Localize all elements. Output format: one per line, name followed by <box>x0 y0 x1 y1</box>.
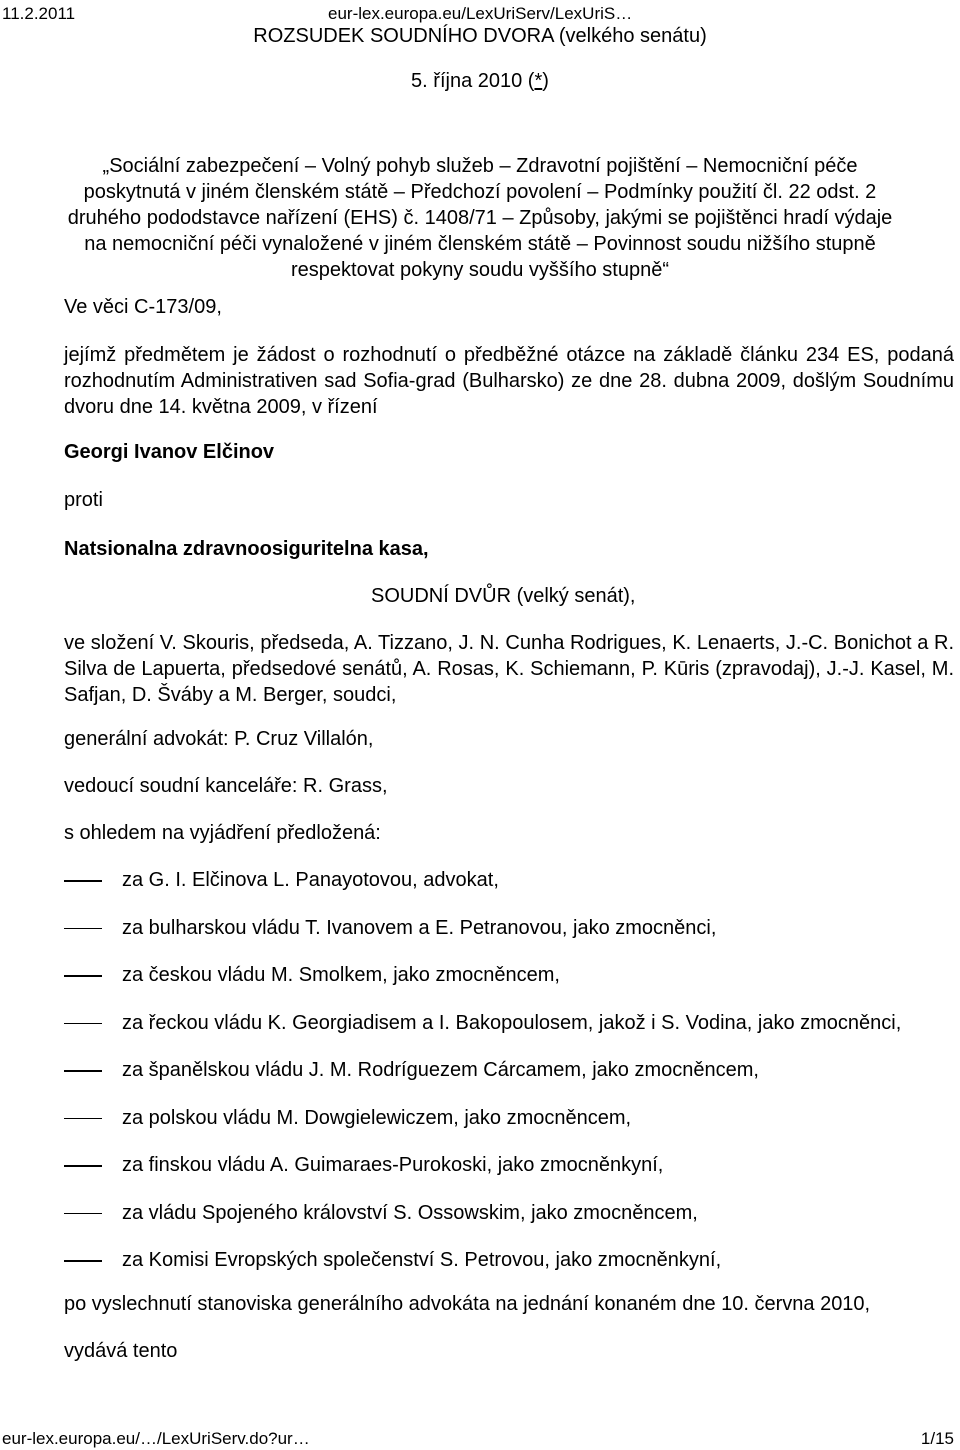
judgment-date <box>0 70 960 93</box>
list-item-text: za finskou vládu A. Guimaraes-Purokoski, jako zmocněnkyní, <box>122 1154 664 1176</box>
court-heading: SOUDNÍ DVŮR (velký senát), <box>371 585 636 607</box>
list-item-text: za českou vládu M. Smolkem, jako zmocněncem, <box>122 964 560 986</box>
list-item-text: za španělskou vládu J. M. Rodríguezem Cárcamem, jako zmocněncem, <box>122 1059 759 1081</box>
versus-label: proti <box>64 489 103 511</box>
observations-intro: s ohledem na vyjádření předložená: <box>64 822 381 844</box>
judgment-date-text: 5. října 2010 ( <box>411 70 535 92</box>
case-number: Ve věci C-173/09, <box>64 296 222 318</box>
applicant-name: Georgi Ivanov Elčinov <box>64 441 275 463</box>
list-item-text: za polskou vládu M. Dowgielewiczem, jako zmocněncem, <box>122 1106 632 1129</box>
defendant-name: Natsionalna zdravnoosiguritelna kasa, <box>64 538 429 560</box>
subject-keywords: „Sociální zabezpečení – Volný pohyb služeb – Zdravotní pojištění – Nemocniční péče poskytnutá v jiném členském státě – Předchozí povolení – Podmínky použití čl. 22 odst. 2 druhého pododstavce nařízení (EHS) č. 1408/71 – Způsoby, jakými se pojištěnci hradí výdaje na nemocniční péči vynaložené v jiném členském státě – Povinnost soudu nižšího stupně respektovat pokyny soudu vyššího stupně“ <box>67 155 893 281</box>
reference-paragraph: jejímž předmětem je žádost o rozhodnutí o předběžné otázce na základě článku 234 ES, podaná rozhodnutím Administrativen sad Sofia-grad (Bulharsko) ze dne 28. dubna 2009, došlým Soudnímu dvoru dne 14. května 2009, v řízení <box>64 344 954 418</box>
hearing-paragraph: po vyslechnutí stanoviska generálního advokáta na jednání konaném dne 10. června 2010, <box>64 1293 871 1315</box>
list-item-text: za G. I. Elčinova L. Panayotovou, advokat, <box>122 869 499 891</box>
registrar: vedoucí soudní kanceláře: R. Grass, <box>64 775 388 797</box>
page-number: 1/15 <box>920 1429 954 1448</box>
list-item-text: za Komisi Evropských společenství S. Petrovou, jako zmocněnkyní, <box>122 1249 722 1271</box>
print-header-url: eur-lex.europa.eu/LexUriServ/LexUriS… <box>328 4 633 23</box>
list-item-text: za vládu Spojeného království S. Ossowskim, jako zmocněncem, <box>122 1201 698 1224</box>
list-item-text: za bulharskou vládu T. Ivanovem a E. Petranovou, jako zmocněnci, <box>122 916 717 939</box>
print-header-date: 11.2.2011 <box>2 4 76 23</box>
judgment-date-close: ) <box>542 70 549 92</box>
delivers-line: vydává tento <box>64 1340 178 1362</box>
court-composition: ve složení V. Skouris, předseda, A. Tizzano, J. N. Cunha Rodrigues, K. Lenaerts, J.-C. Bonichot a R. Silva de Lapuerta, předsedové senátů, A. Rosas, K. Schiemann, P. Kūris (zpravodaj), J.-J. Kasel, M. Safjan, D. Šváby a M. Berger, soudci, <box>64 632 954 706</box>
judgment-title: ROZSUDEK SOUDNÍHO DVORA (velkého senátu) <box>253 25 707 47</box>
advocate-general: generální advokát: P. Cruz Villalón, <box>64 728 374 750</box>
list-item-text: za řeckou vládu K. Georgiadisem a I. Bakopoulosem, jakož i S. Vodina, jako zmocněnci, <box>122 1011 902 1034</box>
print-footer-url: eur-lex.europa.eu/…/LexUriServ.do?ur… <box>2 1429 310 1448</box>
footnote-link[interactable]: * <box>534 70 543 92</box>
